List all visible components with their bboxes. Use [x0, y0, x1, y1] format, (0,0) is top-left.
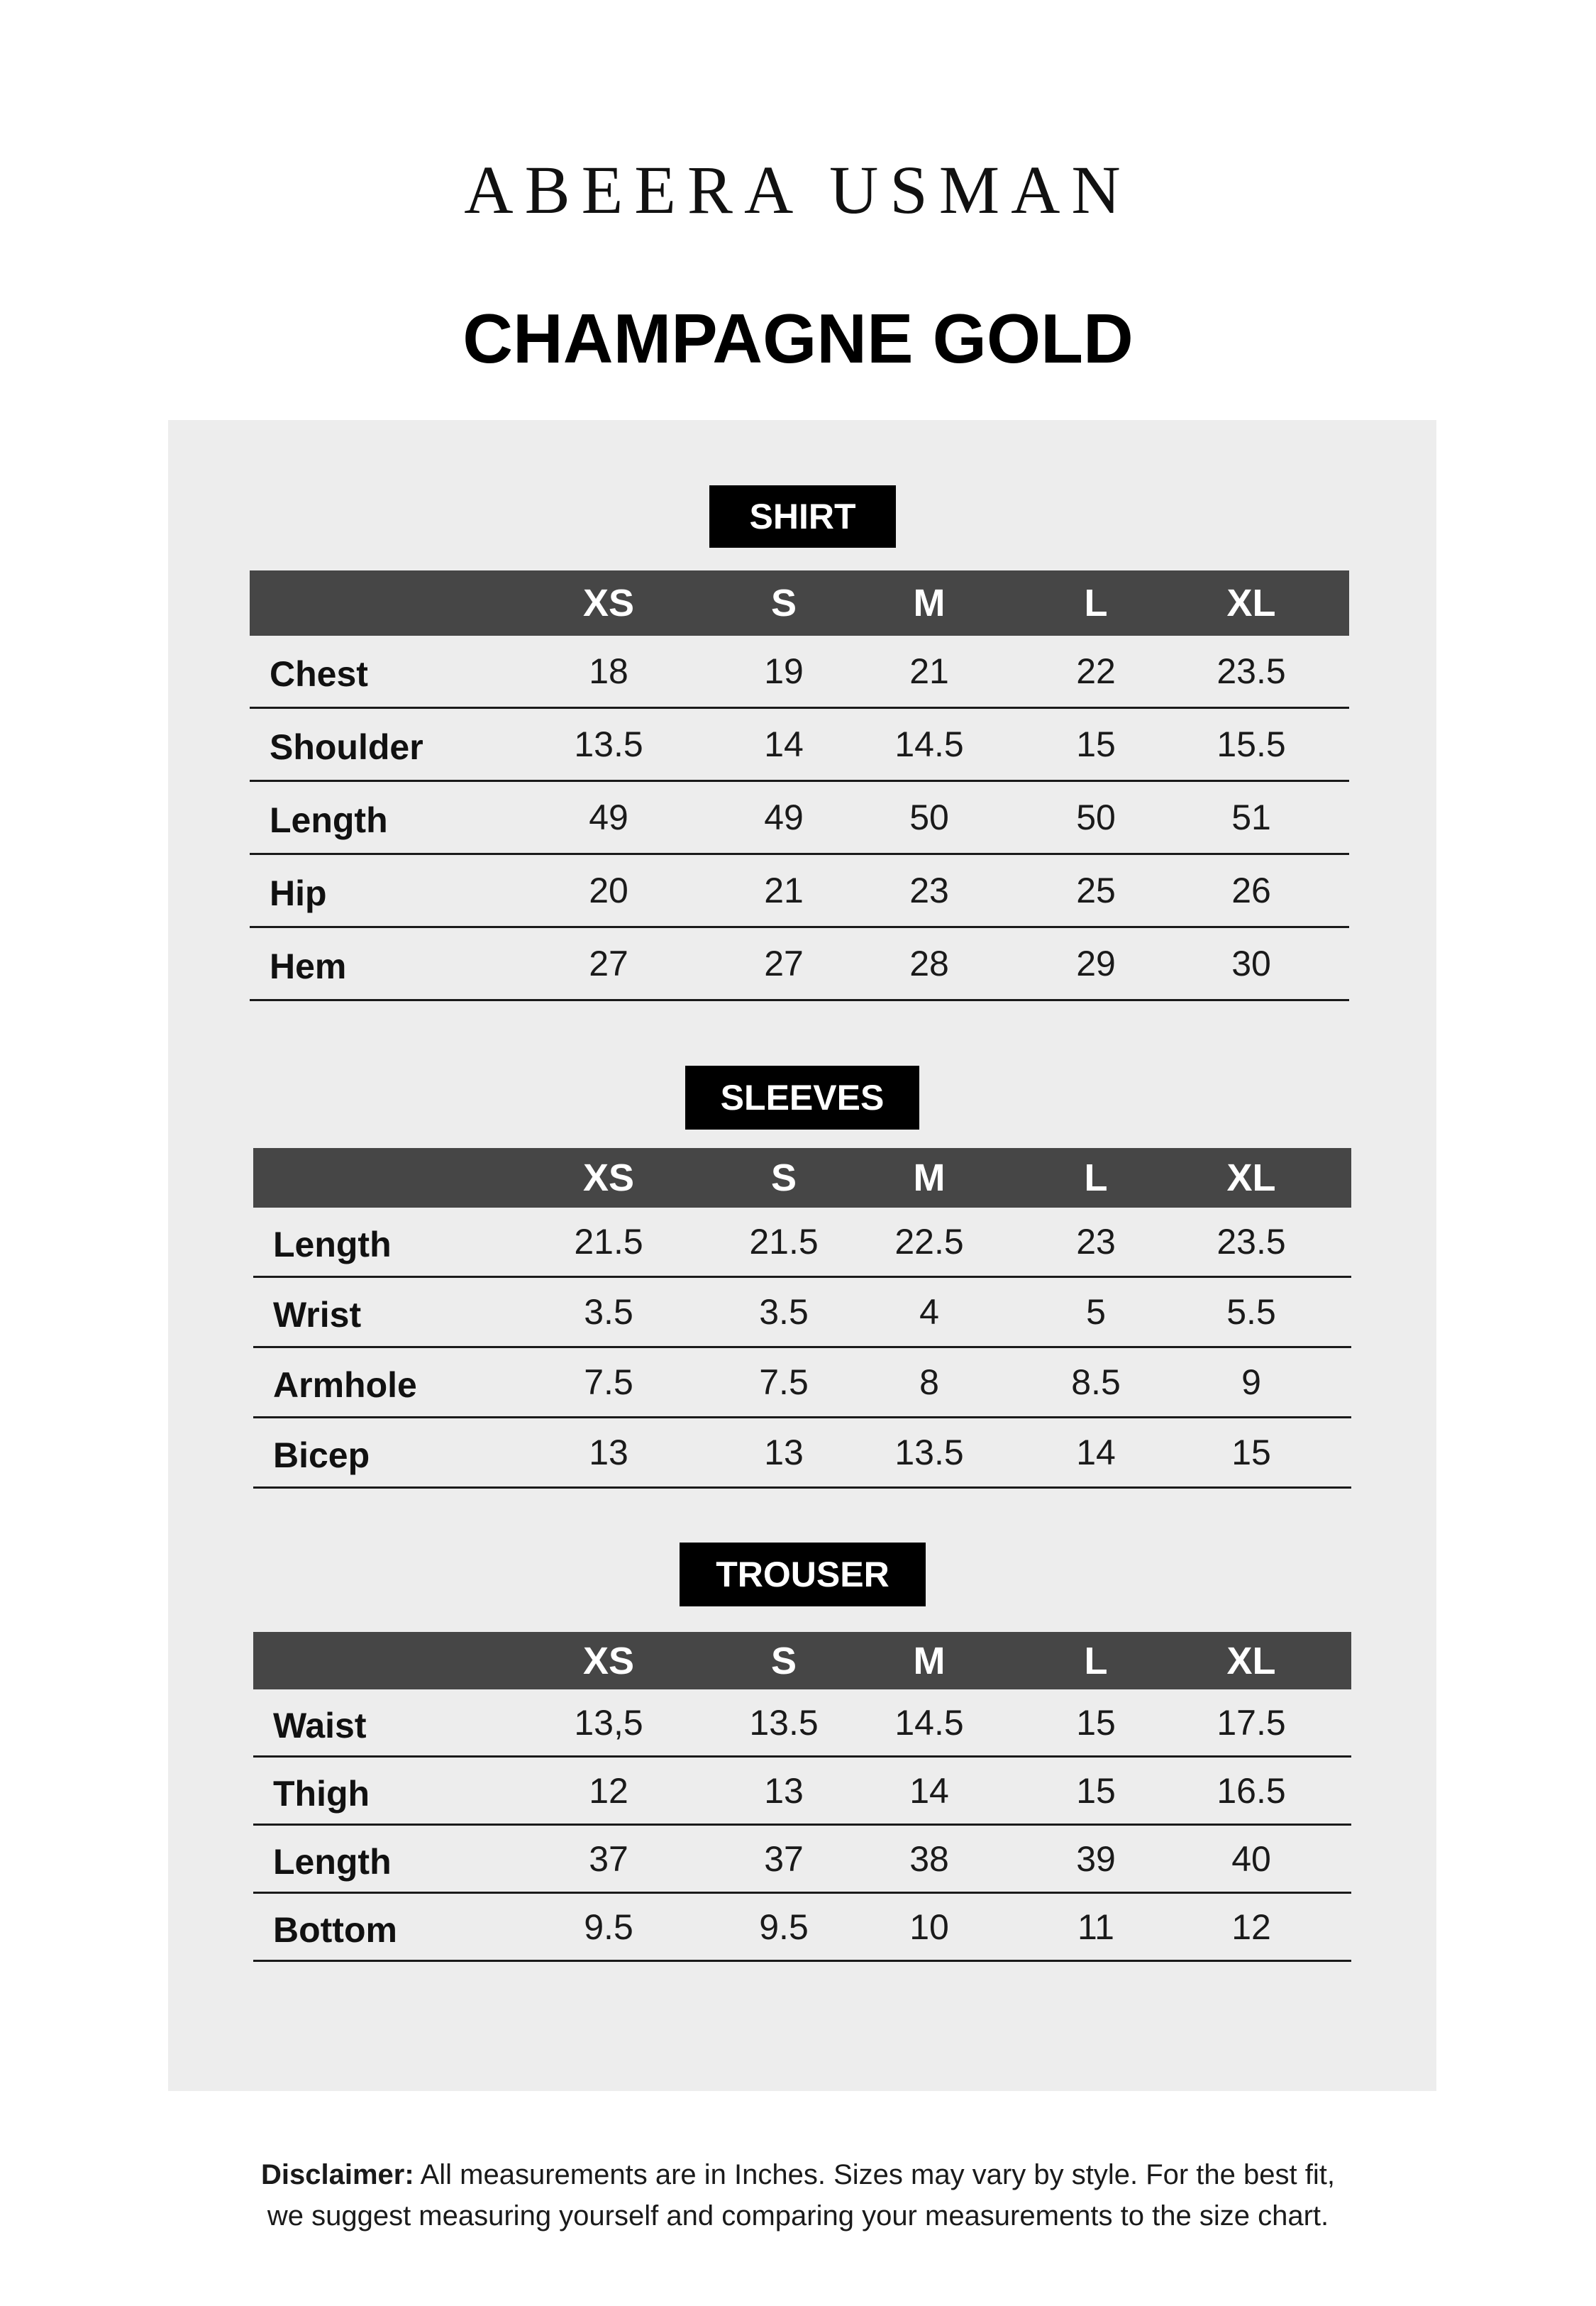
- measurement-value: 15: [1076, 1702, 1116, 1743]
- shirt-size-header: S: [770, 582, 797, 624]
- row-label: Hip: [270, 873, 327, 913]
- measurement-value: 15.5: [1217, 724, 1286, 764]
- row-label: Waist: [273, 1705, 367, 1745]
- measurement-value: 21.5: [574, 1222, 643, 1262]
- measurement-value: 7.5: [759, 1362, 809, 1402]
- measurement-value: 29: [1076, 944, 1116, 983]
- table-row: [253, 1689, 1351, 1758]
- section-label-shirt: SHIRT: [709, 485, 896, 548]
- measurement-value: 21: [764, 871, 804, 910]
- measurement-value: 15: [1076, 1770, 1116, 1811]
- measurement-value: 9.5: [759, 1907, 809, 1947]
- table-row: [253, 1758, 1351, 1826]
- measurement-value: 13.5: [749, 1702, 819, 1743]
- measurement-value: 4: [919, 1292, 939, 1332]
- measurement-value: 14: [764, 724, 804, 764]
- measurement-value: 27: [589, 944, 628, 983]
- measurement-value: 10: [909, 1907, 949, 1947]
- measurement-value: 13: [589, 1433, 628, 1472]
- disclaimer-line-2: we suggest measuring yourself and comparing your measurements to the size chart.: [267, 2200, 1329, 2231]
- row-label: Thigh: [273, 1773, 370, 1814]
- table-row: [253, 1826, 1351, 1894]
- sleeves-size-header: XL: [1226, 1157, 1276, 1199]
- measurement-value: 49: [589, 798, 628, 837]
- measurement-value: 22.5: [894, 1222, 964, 1262]
- measurement-value: 26: [1231, 871, 1271, 910]
- row-label: Length: [270, 800, 388, 840]
- shirt-size-header: M: [913, 582, 946, 624]
- shirt-size-header: XS: [582, 582, 635, 624]
- row-label: Wrist: [273, 1295, 362, 1335]
- measurement-value: 20: [589, 871, 628, 910]
- measurement-value: 17.5: [1217, 1702, 1286, 1743]
- measurement-value: 15: [1231, 1433, 1271, 1472]
- row-label: Bicep: [273, 1435, 370, 1475]
- trouser-size-header: XS: [582, 1639, 635, 1682]
- disclaimer-label: Disclaimer:: [261, 2159, 414, 2190]
- product-title: CHAMPAGNE GOLD: [462, 299, 1134, 377]
- shirt-size-header: XL: [1226, 582, 1276, 624]
- measurement-value: 5: [1086, 1292, 1106, 1332]
- shirt-size-header: L: [1084, 582, 1108, 624]
- table-row: [253, 1418, 1351, 1489]
- measurement-value: 23.5: [1217, 651, 1286, 691]
- measurement-value: 23.5: [1217, 1222, 1286, 1262]
- measurement-value: 25: [1076, 871, 1116, 910]
- measurement-value: 13.5: [894, 1433, 964, 1472]
- table-row: [253, 1348, 1351, 1418]
- measurement-value: 50: [909, 798, 949, 837]
- measurement-value: 37: [589, 1838, 628, 1879]
- table-row: [253, 1278, 1351, 1348]
- sleeves-header-row: [253, 1148, 1351, 1208]
- measurement-value: 38: [909, 1838, 949, 1879]
- table-row: [250, 782, 1349, 855]
- measurement-value: 3.5: [584, 1292, 633, 1332]
- row-label: Length: [273, 1225, 392, 1264]
- sleeves-size-header: L: [1084, 1157, 1108, 1199]
- measurement-value: 14.5: [894, 1702, 964, 1743]
- row-label: Armhole: [273, 1365, 417, 1405]
- trouser-size-header: L: [1084, 1639, 1108, 1682]
- table-row: [253, 1894, 1351, 1962]
- measurement-value: 51: [1231, 798, 1271, 837]
- measurement-value: 11: [1077, 1907, 1114, 1947]
- measurement-value: 9.5: [584, 1907, 633, 1947]
- trouser-size-header: XL: [1226, 1639, 1276, 1682]
- measurement-value: 14.5: [894, 724, 964, 764]
- brand-name: ABEERA USMAN: [464, 152, 1132, 228]
- measurement-value: 49: [764, 798, 804, 837]
- sleeves-size-header: M: [913, 1157, 946, 1199]
- sleeves-size-header: S: [770, 1157, 797, 1199]
- measurement-value: 19: [764, 651, 804, 691]
- measurement-value: 18: [589, 651, 628, 691]
- measurement-value: 22: [1076, 651, 1116, 691]
- trouser-size-header: S: [770, 1639, 797, 1682]
- measurement-value: 13,5: [574, 1702, 643, 1743]
- disclaimer-line-1: All measurements are in Inches. Sizes may vary by style. For the best fit,: [414, 2159, 1335, 2190]
- section-label-sleeves: SLEEVES: [685, 1066, 919, 1130]
- measurement-value: 30: [1231, 944, 1271, 983]
- trouser-table: [253, 1632, 1351, 1962]
- shirt-header-row: [250, 570, 1349, 636]
- disclaimer: [0, 2154, 1596, 2236]
- table-row: [250, 636, 1349, 709]
- measurement-value: 23: [1076, 1222, 1116, 1262]
- measurement-value: 21.5: [749, 1222, 819, 1262]
- measurement-value: 8: [919, 1362, 939, 1402]
- measurement-value: 13: [764, 1433, 804, 1472]
- measurement-value: 3.5: [759, 1292, 809, 1332]
- table-row: [250, 709, 1349, 782]
- measurement-value: 50: [1076, 798, 1116, 837]
- measurement-value: 7.5: [584, 1362, 633, 1402]
- measurement-value: 23: [909, 871, 949, 910]
- measurement-value: 13.5: [574, 724, 643, 764]
- measurement-value: 5.5: [1226, 1292, 1276, 1332]
- measurement-value: 9: [1241, 1362, 1261, 1402]
- table-row: [250, 855, 1349, 928]
- sleeves-size-header: XS: [582, 1157, 635, 1199]
- row-label: Shoulder: [270, 727, 423, 767]
- measurement-value: 37: [764, 1838, 804, 1879]
- shirt-table: [250, 570, 1349, 1001]
- measurement-value: 40: [1231, 1838, 1271, 1879]
- measurement-value: 21: [909, 651, 949, 691]
- measurement-value: 12: [1231, 1907, 1271, 1947]
- row-label: Bottom: [273, 1909, 397, 1950]
- measurement-value: 27: [764, 944, 804, 983]
- measurement-value: 14: [1076, 1433, 1116, 1472]
- sleeves-table: [253, 1148, 1351, 1489]
- measurement-value: 39: [1076, 1838, 1116, 1879]
- measurement-value: 16.5: [1217, 1770, 1286, 1811]
- measurement-value: 12: [589, 1770, 628, 1811]
- row-label: Hem: [270, 947, 347, 986]
- measurement-value: 13: [764, 1770, 804, 1811]
- section-label-trouser: TROUSER: [680, 1543, 926, 1606]
- trouser-size-header: M: [913, 1639, 946, 1682]
- measurement-value: 28: [909, 944, 949, 983]
- table-row: [250, 928, 1349, 1001]
- trouser-header-row: [253, 1632, 1351, 1689]
- measurement-value: 15: [1076, 724, 1116, 764]
- measurement-value: 8.5: [1071, 1362, 1121, 1402]
- row-label: Chest: [270, 654, 368, 694]
- row-label: Length: [273, 1841, 392, 1882]
- measurement-value: 14: [909, 1770, 949, 1811]
- table-row: [253, 1208, 1351, 1278]
